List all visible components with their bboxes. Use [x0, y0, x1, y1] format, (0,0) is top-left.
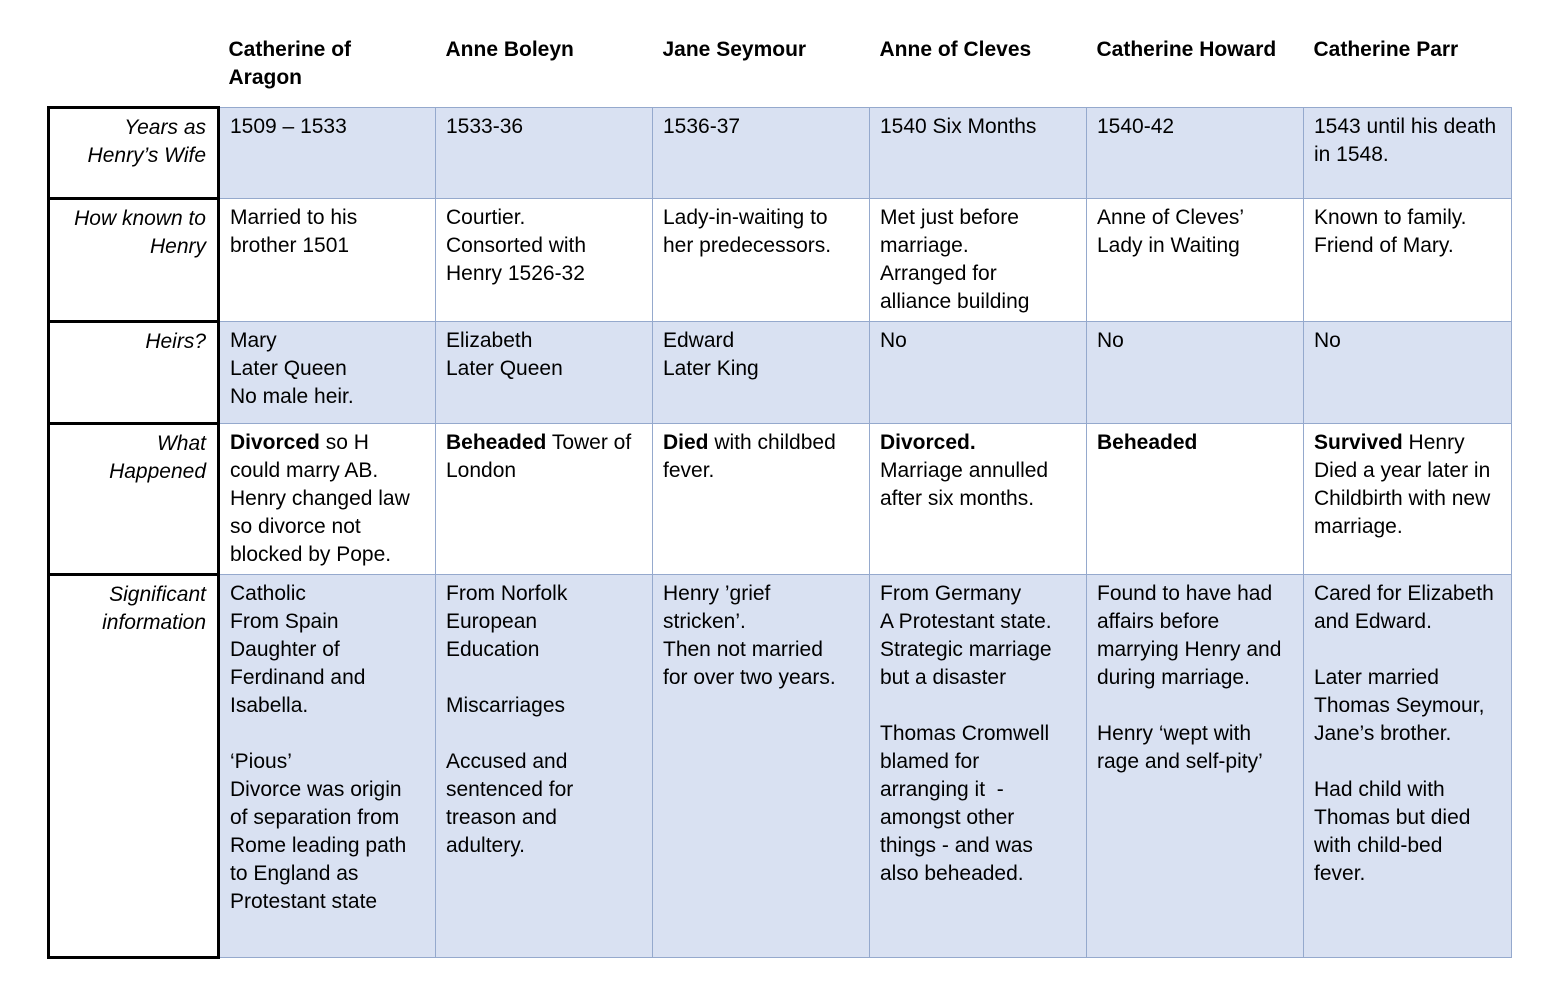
text: blamed for	[880, 749, 980, 773]
cell-line	[1314, 748, 1503, 776]
text: sentenced for	[446, 777, 574, 801]
text: Anne Boleyn	[445, 38, 574, 61]
table-row	[49, 574, 1512, 957]
text: Anne of Cleves’	[1097, 205, 1245, 229]
cell-line	[446, 608, 644, 636]
row-label	[49, 574, 219, 957]
table-body	[49, 107, 1512, 957]
table-cell	[219, 107, 436, 198]
cell-line	[1314, 636, 1503, 664]
text: stricken’.	[663, 609, 746, 633]
text: Mary	[230, 328, 277, 352]
cell-line	[230, 457, 427, 485]
table-head	[49, 20, 1512, 107]
table-cell	[219, 423, 436, 574]
row-label-line	[56, 142, 206, 170]
column-header-line	[446, 36, 645, 64]
cell-line	[230, 513, 427, 541]
cell-line	[230, 429, 427, 457]
bold-text: Survived	[1314, 430, 1403, 454]
cell-line	[663, 355, 861, 383]
text: fever.	[1314, 861, 1366, 885]
text: Marriage annulled	[880, 458, 1049, 482]
text: Later King	[663, 356, 759, 380]
table-cell	[436, 107, 653, 198]
cell-line	[1314, 204, 1503, 232]
text: Strategic marriage	[880, 637, 1052, 661]
cell-line	[446, 204, 644, 232]
text: No	[880, 328, 907, 352]
table-cell	[1087, 198, 1304, 321]
cell-line	[230, 832, 427, 860]
cell-line	[1097, 748, 1295, 776]
row-label	[49, 423, 219, 574]
cell-line	[880, 327, 1078, 355]
text: marriage.	[1314, 514, 1403, 538]
text: Isabella.	[230, 693, 309, 717]
text: her predecessors.	[663, 233, 832, 257]
text: after six months.	[880, 486, 1035, 510]
text: Accused and	[446, 749, 568, 773]
cell-line	[230, 541, 427, 569]
text: Years as	[124, 115, 206, 139]
text: Then not married	[663, 637, 823, 661]
table-cell	[436, 321, 653, 423]
table-cell	[870, 574, 1087, 957]
text: Jane’s brother.	[1314, 721, 1452, 745]
text: Protestant state	[230, 889, 378, 913]
table-cell	[1087, 107, 1304, 198]
text: but a disaster	[880, 665, 1007, 689]
cell-line	[1097, 113, 1295, 141]
cell-line	[1314, 327, 1503, 355]
column-header-line	[229, 36, 428, 64]
cell-line	[446, 580, 644, 608]
text: arranging it -	[880, 777, 1004, 801]
text: Consorted with	[446, 233, 587, 257]
text: Henry’s Wife	[87, 143, 206, 167]
cell-line	[1097, 608, 1295, 636]
cell-line	[230, 113, 427, 141]
table-cell	[436, 423, 653, 574]
cell-line	[230, 720, 427, 748]
row-label-line	[56, 233, 206, 261]
bold-text: Divorced	[230, 430, 320, 454]
text: Friend of Mary.	[1314, 233, 1454, 257]
text: Aragon	[228, 66, 302, 89]
text: brother 1501	[230, 233, 350, 257]
cell-line	[446, 113, 644, 141]
column-header-line	[880, 36, 1079, 64]
cell-line	[880, 457, 1078, 485]
text: Later Queen	[230, 356, 347, 380]
text: 1543 until his death	[1314, 114, 1497, 138]
cell-line	[1314, 776, 1503, 804]
cell-line	[663, 204, 861, 232]
text: for over two years.	[663, 665, 836, 689]
text: 1536-37	[663, 114, 741, 138]
text: rage and self-pity’	[1097, 749, 1263, 773]
cell-line	[1314, 457, 1503, 485]
text: with child-bed	[1314, 833, 1443, 857]
cell-line	[230, 580, 427, 608]
cell-line	[880, 260, 1078, 288]
cell-line	[446, 664, 644, 692]
table-cell	[219, 321, 436, 423]
bold-text: Died	[663, 430, 709, 454]
text: Henry 1526-32	[446, 261, 585, 285]
table-cell	[1087, 574, 1304, 957]
cell-line	[1314, 429, 1503, 457]
text: with childbed	[708, 430, 836, 454]
text: From Norfolk	[446, 581, 568, 605]
cell-line	[446, 776, 644, 804]
text: marrying Henry and	[1097, 637, 1282, 661]
cell-line	[1097, 636, 1295, 664]
text: From Germany	[880, 581, 1022, 605]
table-cell	[219, 574, 436, 957]
wives-table	[47, 20, 1512, 959]
cell-line	[230, 748, 427, 776]
text: Henry	[1402, 430, 1465, 454]
table-cell	[653, 574, 870, 957]
row-label-line	[56, 458, 206, 486]
text: to England as	[230, 861, 359, 885]
cell-line	[1097, 720, 1295, 748]
text: Found to have had	[1097, 581, 1273, 605]
bold-text: Beheaded	[446, 430, 547, 454]
row-label-line	[56, 205, 206, 233]
cell-line	[230, 327, 427, 355]
text: Significant	[109, 582, 206, 606]
cell-line	[880, 608, 1078, 636]
cell-line	[1314, 232, 1503, 260]
text: Rome leading path	[230, 833, 407, 857]
text: Tower of	[546, 430, 632, 454]
text: during marriage.	[1097, 665, 1250, 689]
cell-line	[880, 720, 1078, 748]
cell-line	[1097, 429, 1295, 457]
cell-line	[663, 232, 861, 260]
text: in 1548.	[1314, 142, 1389, 166]
text: Cared for Elizabeth	[1314, 581, 1494, 605]
cell-line	[1097, 204, 1295, 232]
column-header	[1087, 20, 1304, 107]
column-header	[436, 20, 653, 107]
text: Catherine of	[228, 38, 352, 61]
table-cell	[870, 107, 1087, 198]
cell-line	[230, 204, 427, 232]
cell-line	[230, 355, 427, 383]
text: Arranged for	[880, 261, 997, 285]
cell-line	[1314, 832, 1503, 860]
cell-line	[880, 664, 1078, 692]
table-cell	[436, 574, 653, 957]
text: From Spain	[230, 609, 339, 633]
cell-line	[446, 832, 644, 860]
cell-line	[880, 580, 1078, 608]
row-label	[49, 107, 219, 198]
table-cell	[870, 423, 1087, 574]
cell-line	[663, 664, 861, 692]
cell-line	[1314, 513, 1503, 541]
corner-cell	[49, 20, 219, 107]
cell-line	[230, 776, 427, 804]
cell-line	[1314, 692, 1503, 720]
cell-line	[230, 692, 427, 720]
cell-line	[230, 485, 427, 513]
text: 1540 Six Months	[880, 114, 1037, 138]
text: Henry changed law	[230, 486, 410, 510]
cell-line	[880, 288, 1078, 316]
header-row	[49, 20, 1512, 107]
cell-line	[230, 664, 427, 692]
bold-text: Divorced.	[880, 430, 976, 454]
text: Henry ’grief	[663, 581, 771, 605]
table-cell	[653, 107, 870, 198]
text: A Protestant state.	[880, 609, 1052, 633]
text: things - and was	[880, 833, 1033, 857]
text: What	[156, 431, 206, 455]
text: Courtier.	[446, 205, 526, 229]
cell-line	[446, 457, 644, 485]
cell-line	[880, 832, 1078, 860]
cell-line	[446, 232, 644, 260]
cell-line	[880, 204, 1078, 232]
cell-line	[663, 457, 861, 485]
table-cell	[653, 321, 870, 423]
cell-line	[880, 748, 1078, 776]
column-header	[1304, 20, 1512, 107]
text: Elizabeth	[446, 328, 533, 352]
cell-line	[1314, 664, 1503, 692]
text: amongst other	[880, 805, 1015, 829]
text: marriage.	[880, 233, 969, 257]
text: Catherine Parr	[1313, 38, 1459, 61]
cell-line	[663, 327, 861, 355]
cell-line	[880, 636, 1078, 664]
cell-line	[1314, 141, 1503, 169]
text: Heirs?	[145, 329, 206, 353]
text: Daughter of	[230, 637, 340, 661]
cell-line	[880, 692, 1078, 720]
text: Lady in Waiting	[1097, 233, 1240, 257]
text: information	[102, 610, 206, 634]
cell-line	[446, 804, 644, 832]
text: fever.	[663, 458, 715, 482]
cell-line	[880, 804, 1078, 832]
text: treason and	[446, 805, 557, 829]
cell-line	[446, 355, 644, 383]
text: European	[446, 609, 538, 633]
cell-line	[446, 260, 644, 288]
cell-line	[1097, 580, 1295, 608]
text: of separation from	[230, 805, 400, 829]
cell-line	[230, 804, 427, 832]
cell-line	[1097, 232, 1295, 260]
cell-line	[1314, 804, 1503, 832]
cell-line	[880, 860, 1078, 888]
text: Henry ‘wept with	[1097, 721, 1252, 745]
table-row	[49, 107, 1512, 198]
table-cell	[870, 198, 1087, 321]
cell-line	[230, 232, 427, 260]
text: Later married	[1314, 665, 1439, 689]
text: How known to	[74, 206, 206, 230]
table-cell	[1304, 107, 1512, 198]
table-cell	[1304, 198, 1512, 321]
cell-line	[230, 636, 427, 664]
cell-line	[446, 748, 644, 776]
cell-line	[663, 429, 861, 457]
text: 1509 – 1533	[230, 114, 347, 138]
row-label-line	[56, 328, 206, 356]
table-cell	[1304, 423, 1512, 574]
text: No male heir.	[230, 384, 354, 408]
column-header	[219, 20, 436, 107]
text: blocked by Pope.	[230, 542, 392, 566]
text: Ferdinand and	[230, 665, 366, 689]
table-row	[49, 321, 1512, 423]
text: Thomas Cromwell	[880, 721, 1050, 745]
text: 1540-42	[1097, 114, 1175, 138]
cell-line	[446, 636, 644, 664]
text: Edward	[663, 328, 735, 352]
text: Had child with	[1314, 777, 1445, 801]
text: Lady-in-waiting to	[663, 205, 828, 229]
text: adultery.	[446, 833, 525, 857]
row-label	[49, 321, 219, 423]
row-label-line	[56, 430, 206, 458]
cell-line	[1314, 485, 1503, 513]
column-header	[870, 20, 1087, 107]
text: and Edward.	[1314, 609, 1432, 633]
cell-line	[230, 608, 427, 636]
cell-line	[230, 383, 427, 411]
cell-line	[1314, 860, 1503, 888]
text: so divorce not	[230, 514, 361, 538]
table-cell	[1304, 574, 1512, 957]
table-cell	[436, 198, 653, 321]
cell-line	[1097, 692, 1295, 720]
cell-line	[663, 608, 861, 636]
cell-line	[1314, 608, 1503, 636]
cell-line	[880, 232, 1078, 260]
table-cell	[1087, 423, 1304, 574]
text: Thomas Seymour,	[1314, 693, 1485, 717]
cell-line	[1314, 113, 1503, 141]
text: Jane Seymour	[662, 38, 807, 61]
text: London	[446, 458, 517, 482]
cell-line	[663, 636, 861, 664]
text: Happened	[109, 459, 206, 483]
table-cell	[219, 198, 436, 321]
text: Childbirth with new	[1314, 486, 1491, 510]
column-header-line	[1314, 36, 1504, 64]
cell-line	[880, 485, 1078, 513]
table-row	[49, 423, 1512, 574]
text: No	[1097, 328, 1124, 352]
row-label	[49, 198, 219, 321]
cell-line	[446, 720, 644, 748]
cell-line	[1314, 720, 1503, 748]
cell-line	[230, 860, 427, 888]
cell-line	[446, 327, 644, 355]
text: Later Queen	[446, 356, 563, 380]
text: also beheaded.	[880, 861, 1024, 885]
text: 1533-36	[446, 114, 524, 138]
text: Education	[446, 637, 540, 661]
column-header	[653, 20, 870, 107]
text: Anne of Cleves	[879, 38, 1032, 61]
text: could marry AB.	[230, 458, 379, 482]
cell-line	[1314, 580, 1503, 608]
cell-line	[1097, 327, 1295, 355]
table-cell	[653, 423, 870, 574]
cell-line	[446, 429, 644, 457]
text: Catherine Howard	[1096, 38, 1277, 61]
text: Thomas but died	[1314, 805, 1471, 829]
cell-line	[880, 113, 1078, 141]
cell-line	[1097, 664, 1295, 692]
cell-line	[880, 776, 1078, 804]
table-cell	[870, 321, 1087, 423]
table-cell	[1087, 321, 1304, 423]
text: Henry	[149, 234, 206, 258]
row-label-line	[56, 581, 206, 609]
text: alliance building	[880, 289, 1030, 313]
text: Known to family.	[1314, 205, 1467, 229]
cell-line	[880, 429, 1078, 457]
text: ‘Pious’	[230, 749, 292, 773]
text: No	[1314, 328, 1341, 352]
cell-line	[663, 580, 861, 608]
text: Met just before	[880, 205, 1019, 229]
row-label-line	[56, 114, 206, 142]
column-header-line	[663, 36, 862, 64]
text: so H	[319, 430, 369, 454]
bold-text: Beheaded	[1097, 430, 1198, 454]
text: Miscarriages	[446, 693, 566, 717]
table-cell	[653, 198, 870, 321]
text: Died a year later in	[1314, 458, 1491, 482]
cell-line	[446, 692, 644, 720]
cell-line	[663, 113, 861, 141]
row-label-line	[56, 609, 206, 637]
table-cell	[1304, 321, 1512, 423]
text: Married to his	[230, 205, 358, 229]
text: Catholic	[230, 581, 306, 605]
cell-line	[230, 888, 427, 916]
column-header-line	[1097, 36, 1296, 64]
column-header-line	[229, 64, 428, 92]
text: Divorce was origin	[230, 777, 402, 801]
text: affairs before	[1097, 609, 1220, 633]
table-row	[49, 198, 1512, 321]
